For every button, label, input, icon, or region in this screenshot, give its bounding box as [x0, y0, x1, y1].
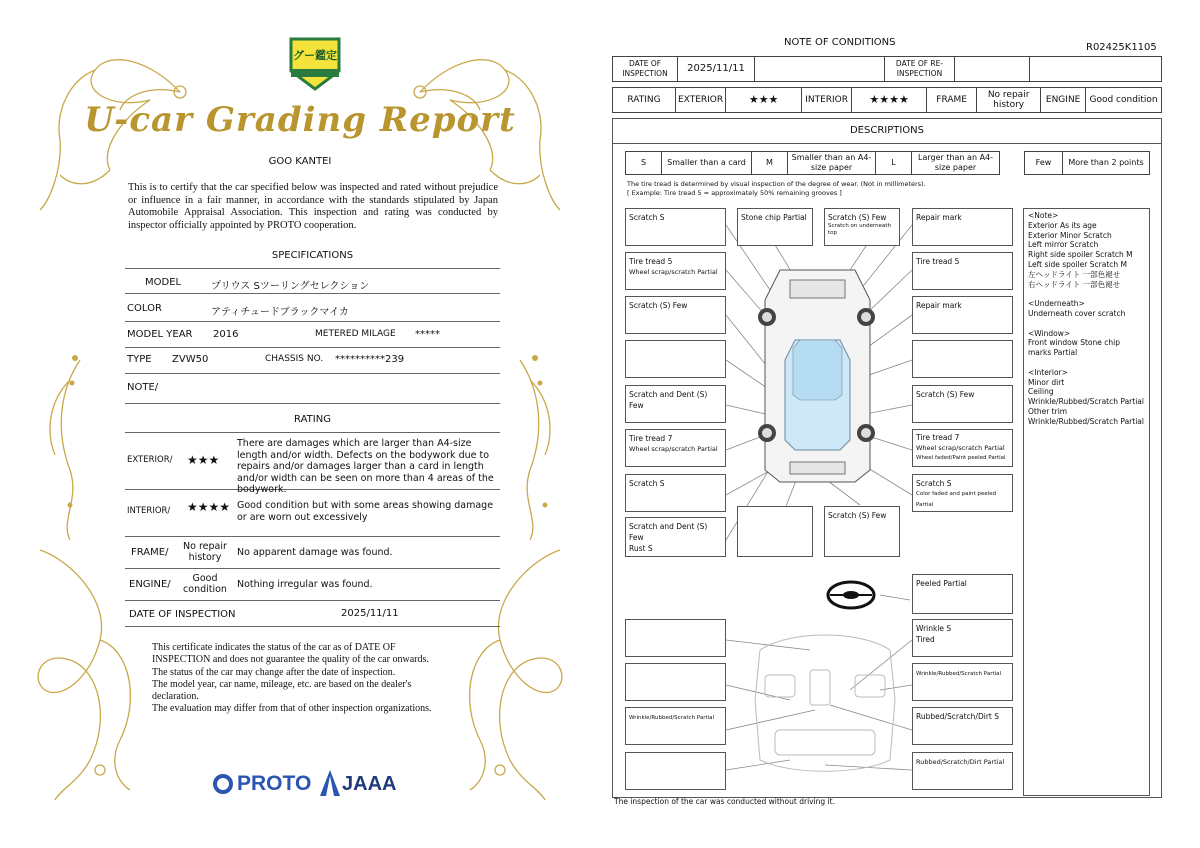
- damage-box: [912, 385, 1013, 423]
- box-text: Tire tread 7: [916, 433, 960, 442]
- box-text: Rubbed/Scratch/Dirt Partial: [916, 758, 1005, 766]
- exterior-label: EXTERIOR/: [127, 455, 173, 465]
- note-line: Right side spoiler Scratch M: [1028, 250, 1133, 260]
- damage-box: [625, 707, 726, 745]
- color-label: COLOR: [127, 303, 162, 314]
- box-text: Scratch S: [629, 213, 665, 222]
- damage-box: [625, 429, 726, 467]
- report-number: R02425K1105: [1086, 42, 1157, 53]
- rating-label: RATING: [613, 88, 676, 113]
- note-line: <Window>: [1028, 328, 1071, 338]
- model-label: MODEL: [145, 277, 182, 288]
- date-value: 2025/11/11: [341, 608, 399, 619]
- damage-box: [824, 208, 900, 246]
- type-value: ZVW50: [172, 354, 209, 365]
- note-line: Front window Stone chip marks Partial: [1028, 338, 1120, 358]
- exterior-stars: ★★★: [726, 88, 802, 113]
- note-line: Minor dirt: [1028, 377, 1065, 387]
- exterior-label: EXTERIOR: [676, 88, 726, 113]
- steering-wheel-icon: [828, 582, 874, 608]
- model-year-value: 2016: [213, 329, 239, 340]
- proto-logo-text: PROTO: [237, 772, 312, 795]
- metered-label: METERED MILAGE: [315, 329, 396, 339]
- date-of-inspection-label: DATE OF INSPECTION: [613, 57, 678, 82]
- box-text: Scratch (S) Few: [828, 511, 887, 520]
- damage-box: [912, 663, 1013, 701]
- footer-line: declaration.: [152, 691, 199, 703]
- note-line: 右ヘッドライト 一部色褪せ: [1028, 279, 1121, 289]
- damage-box: [912, 474, 1013, 512]
- damage-box: [625, 474, 726, 512]
- legend-m: M: [752, 152, 788, 175]
- specifications-heading: SPECIFICATIONS: [271, 250, 354, 261]
- box-text: Tire tread 5: [916, 257, 960, 266]
- note-line: Underneath cover scratch: [1028, 308, 1126, 318]
- engine-label: ENGINE: [1041, 88, 1086, 113]
- interior-stars: ★★★★: [852, 88, 927, 113]
- tread-note-line: [ Example: Tire tread 5 = approximately 50% remaining grooves ]: [627, 189, 842, 197]
- damage-box: [625, 296, 726, 334]
- note-of-conditions-heading: NOTE OF CONDITIONS: [784, 37, 896, 48]
- box-text: Repair mark: [916, 301, 962, 310]
- box-text: Tire tread 5: [629, 257, 673, 266]
- frame-value: No repair history: [183, 541, 227, 563]
- engine-label: ENGINE/: [129, 579, 171, 590]
- note-spacer: [1028, 358, 1145, 368]
- engine-value: Good condition: [1086, 88, 1162, 113]
- box-subtext: Wheel faded/Paint peeled Partial: [916, 455, 1006, 461]
- damage-box: [912, 429, 1013, 467]
- box-subtext: Tired: [916, 635, 935, 644]
- engine-value: Good condition: [183, 573, 227, 595]
- legend-l-desc: Larger than an A4-size paper: [912, 152, 1000, 175]
- footer-line: The status of the car may change after the date of inspection.: [152, 666, 396, 678]
- jaaa-logo-text: JAAA: [342, 773, 397, 795]
- note-line: Exterior As its age: [1028, 220, 1097, 230]
- box-subtext: Color faded and paint peeled Partial: [916, 491, 997, 508]
- box-text: Repair mark: [916, 213, 962, 222]
- exterior-description: There are damages which are larger than A4-size length and/or width. Defects on the bodywork due to repairs and/or damages larger than a card in length and/or width can be seen on more than 4 areas of the bodywork.: [237, 438, 494, 495]
- box-text: Scratch and Dent (S) Few: [629, 390, 708, 410]
- color-value: アティチュードブラックマイカ: [211, 307, 349, 318]
- rating-heading: RATING: [294, 414, 331, 425]
- empty-damage-box: [625, 340, 726, 378]
- date-of-reinspection-label: DATE OF RE-INSPECTION: [885, 57, 955, 82]
- box-text: Scratch S: [916, 479, 952, 488]
- descriptions-heading: DESCRIPTIONS: [612, 118, 1162, 144]
- note-label: NOTE/: [127, 382, 159, 393]
- interior-label: INTERIOR/: [127, 506, 171, 516]
- model-year-label: MODEL YEAR: [127, 329, 193, 340]
- damage-box: [912, 619, 1013, 657]
- note-line: Wrinkle/Rubbed/Scratch Partial: [1028, 397, 1144, 407]
- note-spacer: [1028, 319, 1145, 329]
- damage-box: [625, 252, 726, 290]
- box-subtext: Wheel scrap/scratch Partial: [629, 268, 718, 276]
- legend-few: Few: [1025, 152, 1063, 175]
- interior-stars: ★★★★: [187, 500, 231, 514]
- box-subtext: Rust S: [629, 544, 653, 553]
- note-line: Left side spoiler Scratch M: [1028, 259, 1127, 269]
- damage-box: [912, 574, 1013, 614]
- exterior-stars: ★★★: [187, 453, 220, 467]
- chassis-value: **********239: [335, 354, 405, 365]
- box-text: Scratch (S) Few: [916, 390, 975, 399]
- footer-line: The model year, car name, mileage, etc. are based on the dealer's: [152, 678, 412, 690]
- box-text: Tire tread 7: [629, 434, 673, 443]
- note-line: <Interior>: [1028, 367, 1068, 377]
- chassis-label: CHASSIS NO.: [265, 354, 324, 364]
- box-subtext: Scratch on underneath top: [828, 223, 892, 236]
- bottom-note: The inspection of the car was conducted without driving it.: [614, 797, 835, 806]
- frame-description: No apparent damage was found.: [237, 547, 393, 558]
- footer-line: INSPECTION and does not guarantee the quality of the car onwards.: [152, 654, 429, 666]
- damage-box: [625, 385, 726, 423]
- box-text: Scratch S: [629, 479, 665, 488]
- damage-box: [912, 752, 1013, 790]
- box-text: Scratch and Dent (S) Few: [629, 522, 708, 542]
- frame-label: FRAME/: [131, 547, 169, 558]
- legend-s-desc: Smaller than a card: [662, 152, 752, 175]
- damage-box: [737, 208, 813, 246]
- damage-box: [912, 707, 1013, 745]
- certification-text: This is to certify that the car specified below was inspected and rated without prejudice or influence in a fair manner, in accordance with the standards stipulated by Japan Automobile Appraisal Association. This inspection and rating was conducted by inspector officially appointed by PROTO cooperation.: [128, 182, 498, 231]
- frame-label: FRAME: [927, 88, 977, 113]
- note-line: <Note>: [1028, 211, 1059, 220]
- note-line: Left mirror Scratch: [1028, 240, 1099, 250]
- box-text: Scratch (S) Few: [629, 301, 688, 310]
- box-text: Wrinkle/Rubbed/Scratch Partial: [629, 715, 715, 721]
- box-text: Scratch (S) Few: [828, 213, 887, 222]
- note-line: <Underneath>: [1028, 299, 1085, 309]
- engine-description: Nothing irregular was found.: [237, 579, 373, 590]
- note-line: Other trim: [1028, 406, 1068, 416]
- note-line: 左ヘッドライト 一部色褪せ: [1028, 269, 1121, 279]
- empty-damage-box: [625, 663, 726, 701]
- empty-damage-box: [625, 752, 726, 790]
- legend-l: L: [876, 152, 912, 175]
- footer-line: The evaluation may differ from that of other inspection organizations.: [152, 703, 432, 715]
- damage-box: [625, 208, 726, 246]
- date-label: DATE OF INSPECTION: [129, 609, 236, 620]
- box-text: Wrinkle/Rubbed/Scratch Partial: [916, 671, 1002, 677]
- damage-box: [912, 296, 1013, 334]
- box-text: Stone chip Partial: [741, 213, 807, 222]
- report-subtitle: GOO KANTEI: [268, 156, 332, 167]
- empty-damage-box: [912, 340, 1013, 378]
- note-line: Ceiling: [1028, 387, 1054, 397]
- report-title: U-car Grading Report: [84, 100, 516, 140]
- tread-note-line: The tire tread is determined by visual inspection of the degree of wear. (Not in millimeters).: [627, 180, 926, 188]
- date-of-inspection-value: 2025/11/11: [678, 57, 755, 82]
- damage-box: [912, 252, 1013, 290]
- damage-box: [912, 208, 1013, 246]
- note-spacer: [1028, 289, 1145, 299]
- legend-few-desc: More than 2 points: [1063, 152, 1150, 175]
- damage-box: [824, 506, 900, 557]
- note-line: Exterior Minor Scratch: [1028, 230, 1112, 240]
- damage-box: [625, 517, 726, 557]
- frame-value: No repair history: [977, 88, 1041, 113]
- box-text: Wrinkle S: [916, 624, 952, 633]
- model-value: プリウス Sツーリングセレクション: [211, 281, 370, 292]
- legend-s: S: [626, 152, 662, 175]
- box-subtext: Wheel scrap/scratch Partial: [916, 444, 1005, 452]
- footer-line: This certificate indicates the status of the car as of DATE OF: [152, 642, 396, 653]
- interior-description: Good condition but with some areas showing damage or are worn out excessively: [237, 500, 494, 523]
- box-text: Peeled Partial: [916, 579, 967, 588]
- notes-panel: [1023, 208, 1150, 796]
- interior-label: INTERIOR: [802, 88, 852, 113]
- box-subtext: Wheel scrap/scratch Partial: [629, 445, 718, 453]
- metered-value: *****: [415, 329, 440, 340]
- legend-m-desc: Smaller than an A4-size paper: [788, 152, 876, 175]
- empty-damage-box: [737, 506, 813, 557]
- type-label: TYPE: [127, 354, 152, 365]
- empty-damage-box: [625, 619, 726, 657]
- box-text: Rubbed/Scratch/Dirt S: [916, 712, 999, 721]
- badge-text: グー鑑定: [293, 49, 337, 62]
- note-line: Wrinkle/Rubbed/Scratch Partial: [1028, 416, 1144, 426]
